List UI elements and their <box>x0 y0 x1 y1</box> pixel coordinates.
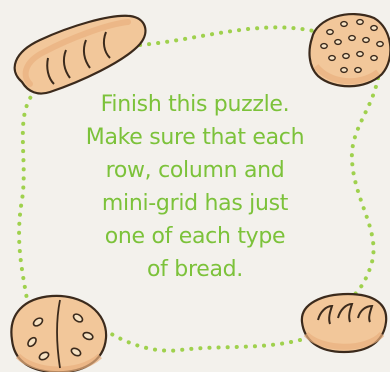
instruction-line: one of each type <box>104 224 286 249</box>
instruction-line: Finish this puzzle. <box>100 92 290 117</box>
baguette-icon <box>15 16 146 94</box>
instruction-line: mini-grid has just <box>101 191 289 216</box>
puzzle-instruction <box>60 88 330 286</box>
seeded-roll-icon <box>310 14 390 86</box>
instruction-line: Make sure that each <box>85 125 305 150</box>
instruction-line: row, column and <box>105 158 285 183</box>
instruction-line: of bread. <box>147 257 243 282</box>
cob-loaf-icon <box>11 296 106 372</box>
split-tin-loaf-icon <box>302 294 386 352</box>
